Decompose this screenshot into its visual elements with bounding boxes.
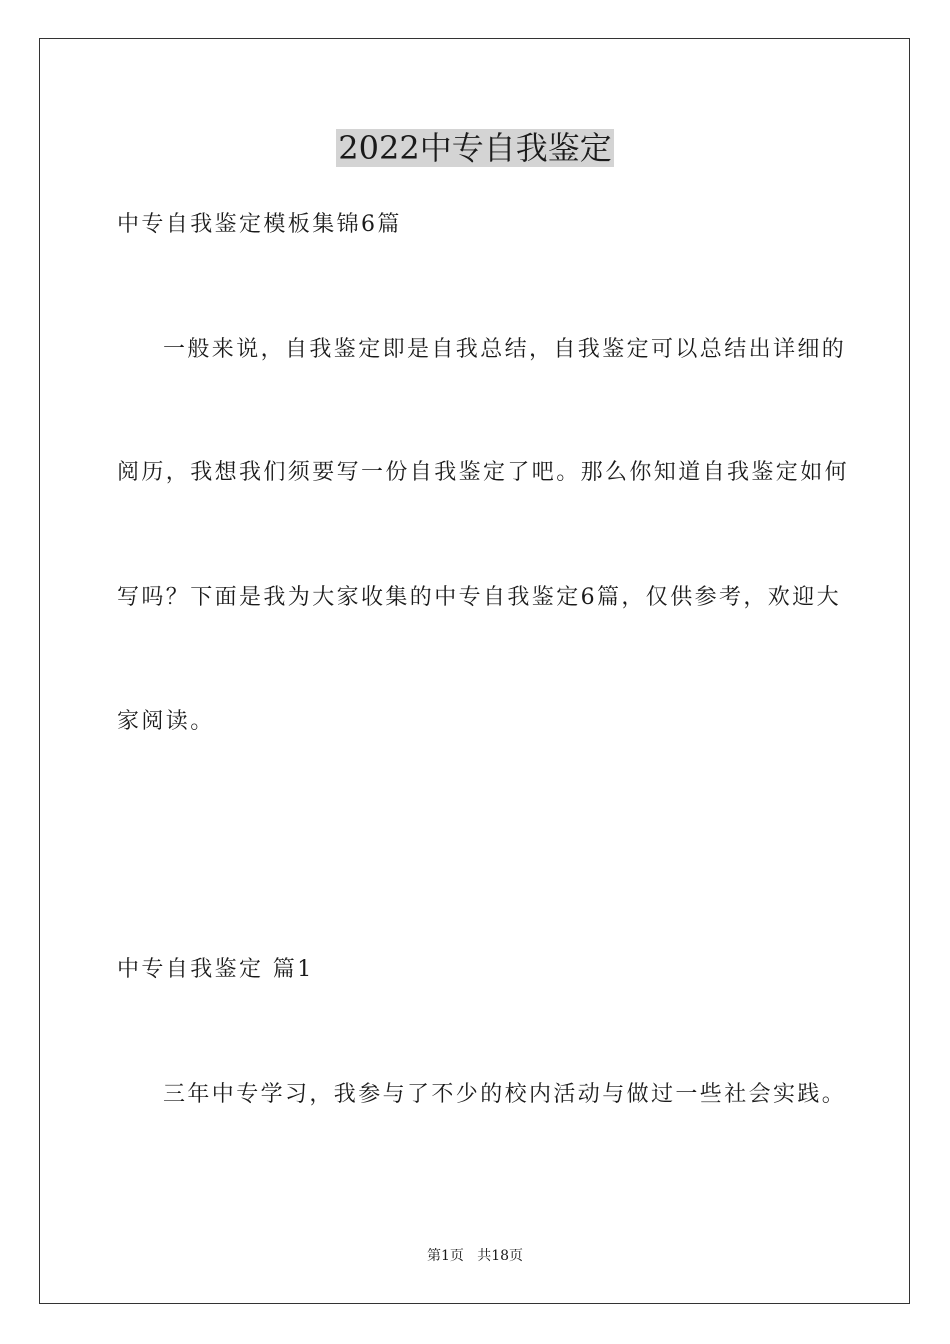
document-title-text: 2022中专自我鉴定 [338, 129, 612, 167]
intro-paragraph-line: 写吗？下面是我为大家收集的中专自我鉴定6篇，仅供参考，欢迎大 [117, 585, 841, 610]
section-paragraph-line: 三年中专学习，我参与了不少的校内活动与做过一些社会实践。 [163, 1082, 847, 1107]
intro-paragraph-line: 阅历，我想我们须要写一份自我鉴定了吧。那么你知道自我鉴定如何 [117, 460, 850, 485]
document-title [0, 126, 950, 170]
intro-paragraph-line: 一般来说，自我鉴定即是自我总结，自我鉴定可以总结出详细的 [163, 337, 847, 362]
document-subtitle: 中专自我鉴定模板集锦6篇 [117, 212, 402, 237]
section-heading: 中专自我鉴定 篇1 [117, 957, 314, 982]
page-number-footer: 第1页 共18页 [426, 1248, 524, 1264]
intro-paragraph-line: 家阅读。 [117, 709, 215, 734]
